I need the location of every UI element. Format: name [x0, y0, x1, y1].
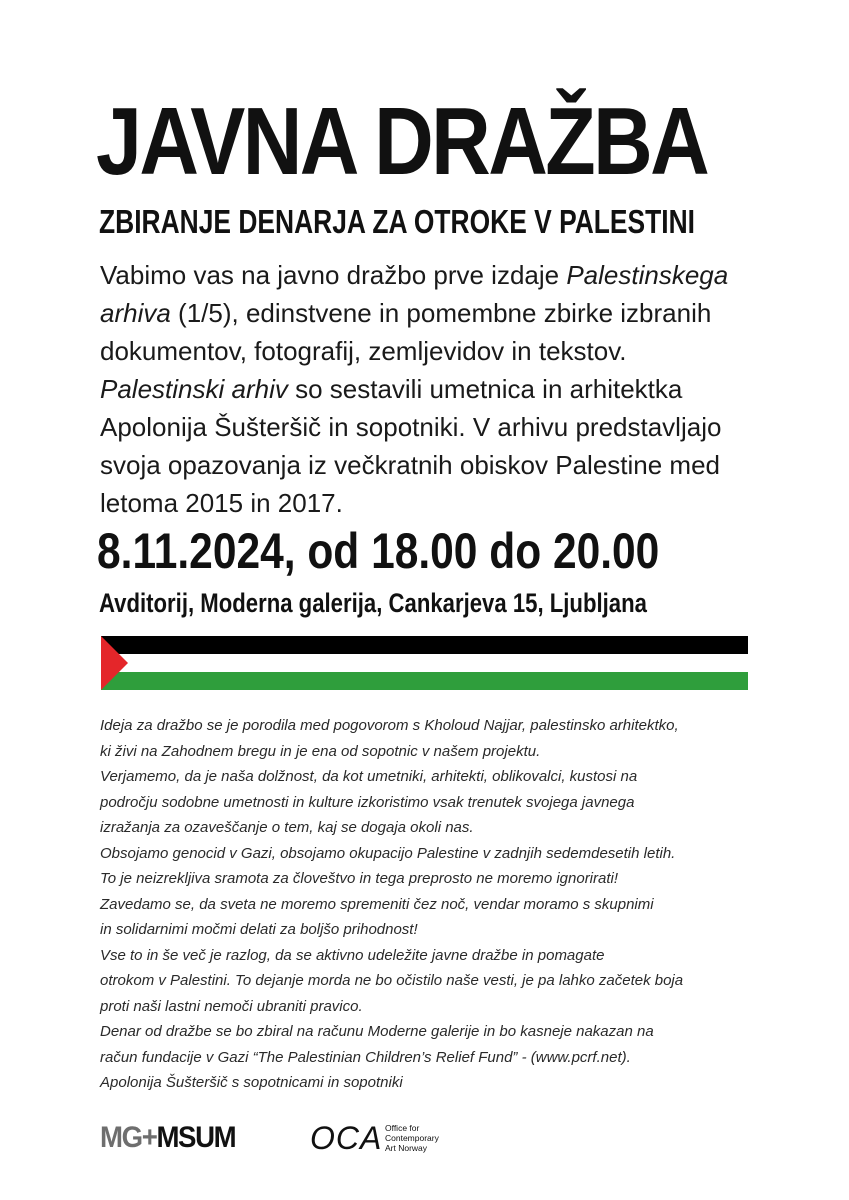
poster-title: JAVNA DRAŽBA [96, 88, 708, 195]
oca-text-line: Art Norway [385, 1143, 428, 1153]
intro-text: dokumentov, fotografij, zemljevidov in tekstov. [100, 336, 627, 366]
poster-subtitle: ZBIRANJE DENARJA ZA OTROKE V PALESTINI [99, 203, 695, 240]
body-text-line: Denar od dražbe se bo zbiral na računu Moderne galerije in bo kasneje nakazan na [100, 1023, 654, 1040]
intro-paragraph [100, 256, 760, 522]
intro-text: so sestavili umetnica in arhitektka [287, 374, 683, 404]
mg-msum-logo [100, 1120, 235, 1156]
oca-logo-text [385, 1123, 465, 1153]
body-text-line: Apolonija Šušteršič s sopotnicami in sopotniki [100, 1074, 403, 1091]
intro-italic-text: arhiva [100, 298, 171, 328]
body-text-line: Verjamemo, da je naša dolžnost, da kot umetniki, arhitekti, oblikovalci, kustosi na [100, 768, 638, 785]
body-text-line: Obsojamo genocid v Gazi, obsojamo okupacijo Palestine v zadnjih sedemdesetih letih. [100, 844, 676, 862]
body-text-line: To je neizrekljiva sramota za človeštvo in tega preprosto ne moremo ignorirati! [100, 870, 619, 887]
mg-logo-part: MG+ [100, 1121, 157, 1154]
body-text-line: Vse to in še več je razlog, da se aktivno udeležite javne dražbe in pomagate [100, 946, 605, 964]
intro-text: letoma 2015 in 2017. [100, 488, 343, 518]
body-text-line: področju sodobne umetnosti in kulture izkoristimo vsak trenutek svojega javnega [100, 793, 635, 811]
palestinian-flag [101, 636, 748, 690]
oca-text-line: Office for [385, 1123, 420, 1133]
body-text-line: račun fundacije v Gazi “The Palestinian Children’s Relief Fund” - (www.pcrf.net). [100, 1048, 631, 1066]
intro-italic-text: Palestinskega [566, 260, 729, 290]
flag-green-stripe [101, 672, 748, 690]
msum-logo-part: MSUM [156, 1121, 236, 1154]
body-text-line: ki živi na Zahodnem bregu in je ena od sopotnic v našem projektu. [100, 742, 541, 760]
intro-text: (1/5), edinstvene in pomembne zbirke izbranih [170, 298, 712, 328]
oca-logo: OCA [310, 1120, 383, 1156]
intro-italic-text: Palestinski arhiv [100, 374, 288, 404]
flag-black-stripe [101, 636, 748, 654]
body-text-line: Ideja za dražbo se je porodila med pogovorom s Kholoud Najjar, palestinsko arhitektko, [100, 717, 679, 734]
intro-text: Apolonija Šušteršič in sopotniki. V arhivu predstavljajo [100, 412, 722, 442]
body-text-line: izražanja za ozaveščanje o tem, kaj se dogaja okoli nas. [100, 819, 474, 836]
event-venue: Avditorij, Moderna galerija, Cankarjeva 15, Ljubljana [99, 588, 647, 618]
body-text-line: otrokom v Palestini. To dejanje morda ne bo očistilo naše vesti, je pa lahko začetek boja [100, 972, 684, 989]
event-date-time: 8.11.2024, od 18.00 do 20.00 [97, 523, 660, 579]
logos [100, 1118, 460, 1158]
body-text-line: Zavedamo se, da sveta ne moremo spremeniti čez noč, vendar moramo s skupnimi [100, 895, 654, 913]
body-text [100, 713, 760, 1096]
body-text-line: proti naši lastni nemoči ubraniti pravico. [100, 997, 363, 1015]
body-text-line: in solidarnimi močmi delati za boljšo prihodnost! [100, 921, 418, 938]
oca-text-line: Contemporary [385, 1133, 439, 1143]
intro-text: Vabimo vas na javno dražbo prve izdaje [100, 260, 567, 290]
intro-text: svoja opazovanja iz večkratnih obiskov Palestine med [100, 450, 721, 480]
flag-white-stripe [101, 654, 748, 672]
